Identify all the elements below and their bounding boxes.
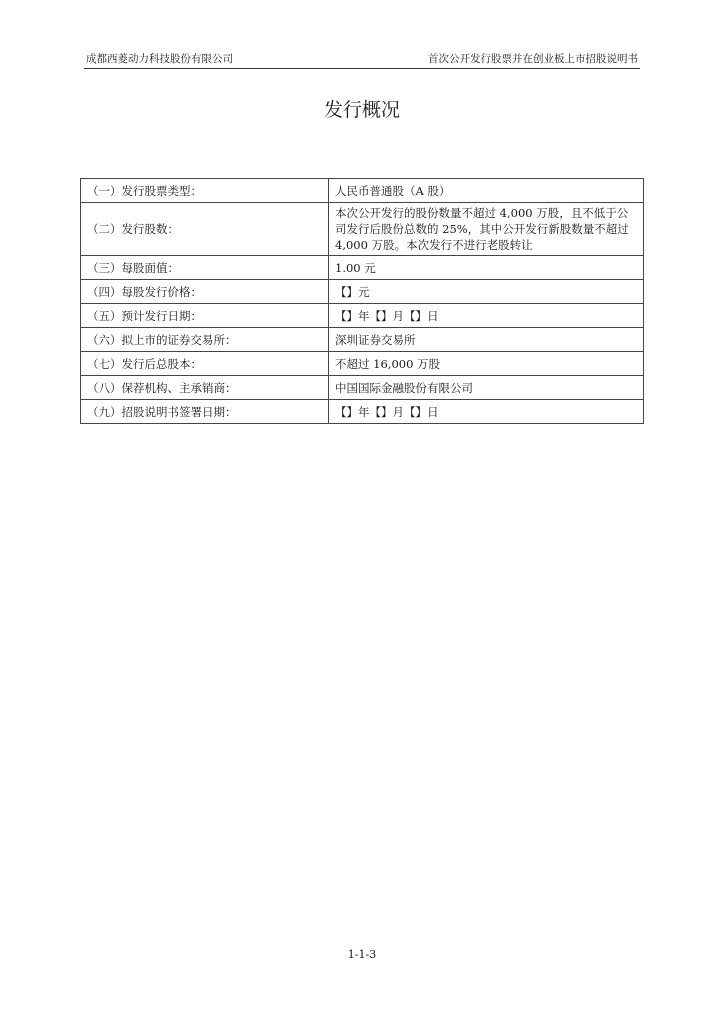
row-label: （二）发行股数： bbox=[81, 203, 329, 256]
header-document-title: 首次公开发行股票并在创业板上市招股说明书 bbox=[428, 53, 638, 65]
table-row bbox=[81, 304, 644, 328]
table-row bbox=[81, 400, 644, 424]
table-row bbox=[81, 203, 644, 256]
table-row bbox=[81, 256, 644, 280]
row-value: 【】年【】月【】日 bbox=[329, 400, 644, 424]
row-value: 本次公开发行的股份数量不超过 4,000 万股，且不低于公司发行后股份总数的 25%，其中公开发行新股数量不超过 4,000 万股。本次发行不进行老股转让 bbox=[329, 203, 644, 256]
row-label: （九）招股说明书签署日期： bbox=[81, 400, 329, 424]
header-company-name: 成都西菱动力科技股份有限公司 bbox=[86, 53, 233, 65]
row-value: 【】年【】月【】日 bbox=[329, 304, 644, 328]
row-label: （五）预计发行日期： bbox=[81, 304, 329, 328]
row-value: 深圳证券交易所 bbox=[329, 328, 644, 352]
table-row bbox=[81, 352, 644, 376]
row-label: （六）拟上市的证券交易所： bbox=[81, 328, 329, 352]
page-number: 1-1-3 bbox=[347, 948, 377, 961]
page-header bbox=[84, 52, 640, 69]
row-label: （四）每股发行价格： bbox=[81, 280, 329, 304]
row-label: （一）发行股票类型： bbox=[81, 179, 329, 203]
row-value: 1.00 元 bbox=[329, 256, 644, 280]
page-title: 发行概况 bbox=[323, 99, 400, 121]
table-row bbox=[81, 328, 644, 352]
row-value: 不超过 16,000 万股 bbox=[329, 352, 644, 376]
row-value: 【】元 bbox=[329, 280, 644, 304]
row-value: 人民币普通股（A 股） bbox=[329, 179, 644, 203]
offering-summary-table bbox=[80, 178, 644, 424]
row-label: （八）保荐机构、主承销商： bbox=[81, 376, 329, 400]
table-row bbox=[81, 280, 644, 304]
row-label: （三）每股面值： bbox=[81, 256, 329, 280]
row-label: （七）发行后总股本： bbox=[81, 352, 329, 376]
table-row bbox=[81, 179, 644, 203]
table-row bbox=[81, 376, 644, 400]
row-value: 中国国际金融股份有限公司 bbox=[329, 376, 644, 400]
